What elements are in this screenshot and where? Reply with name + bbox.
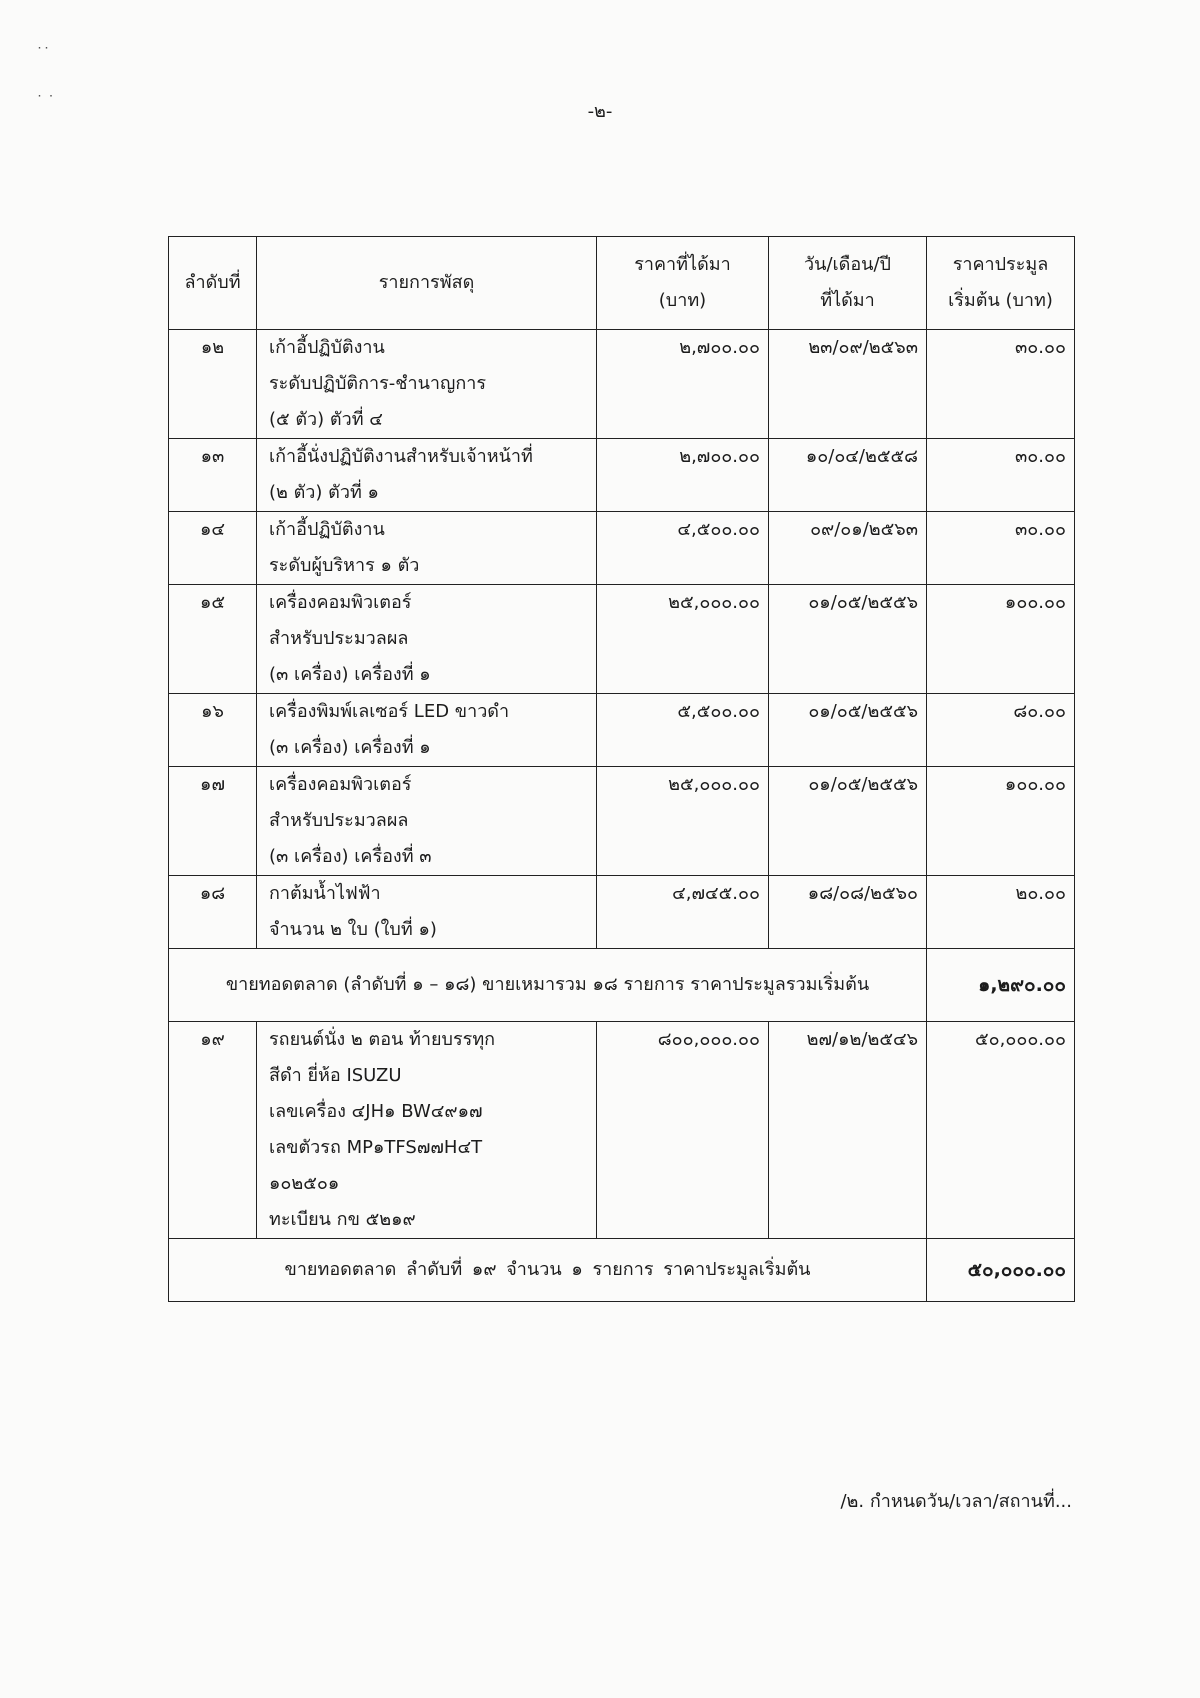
header-start-price bbox=[927, 237, 1075, 330]
row-price: ๒๕,๐๐๐.๐๐ bbox=[597, 585, 769, 694]
table-row bbox=[169, 876, 1075, 949]
item-line: เก้าอี้นั่งปฏิบัติงานสำหรับเจ้าหน้าที่ bbox=[269, 446, 533, 467]
item-line: (๒ ตัว) ตัวที่ ๑ bbox=[269, 482, 379, 503]
table-row bbox=[169, 512, 1075, 585]
header-date-line: วัน/เดือน/ปี bbox=[804, 254, 891, 275]
item-line: (๓ เครื่อง) เครื่องที่ ๑ bbox=[269, 664, 431, 685]
header-no: ลำดับที่ bbox=[169, 237, 257, 330]
header-price bbox=[597, 237, 769, 330]
item-line: ระดับผู้บริหาร ๑ ตัว bbox=[269, 555, 420, 576]
table-row bbox=[169, 330, 1075, 439]
row-start-price: ๘๐.๐๐ bbox=[927, 694, 1075, 767]
row-date: ๐๑/๐๕/๒๕๕๖ bbox=[769, 585, 927, 694]
item-line: กาต้มน้ำไฟฟ้า bbox=[269, 883, 381, 904]
row-price: ๒,๗๐๐.๐๐ bbox=[597, 330, 769, 439]
row-number: ๑๖ bbox=[169, 694, 257, 767]
header-item: รายการพัสดุ bbox=[257, 237, 597, 330]
item-line: เครื่องพิมพ์เลเซอร์ LED ขาวดำ bbox=[269, 701, 510, 722]
summary-row-2 bbox=[169, 1239, 1075, 1302]
summary-label: ขายทอดตลาด (ลำดับที่ ๑ – ๑๘) ขายเหมารวม ๑๘ รายการ ราคาประมูลรวมเริ่มต้น bbox=[169, 949, 927, 1022]
row-item bbox=[257, 585, 597, 694]
header-date-line: ที่ได้มา bbox=[820, 290, 875, 311]
row-date: ๐๙/๐๑/๒๕๖๓ bbox=[769, 512, 927, 585]
item-line: สำหรับประมวลผล bbox=[269, 810, 409, 831]
summary-value: ๑,๒๙๐.๐๐ bbox=[927, 949, 1075, 1022]
table-row bbox=[169, 439, 1075, 512]
row-price: ๒๕,๐๐๐.๐๐ bbox=[597, 767, 769, 876]
item-line: เก้าอี้ปฏิบัติงาน bbox=[269, 519, 385, 540]
row-start-price: ๓๐.๐๐ bbox=[927, 439, 1075, 512]
row-price: ๔,๕๐๐.๐๐ bbox=[597, 512, 769, 585]
item-line: ทะเบียน กข ๕๒๑๙ bbox=[269, 1209, 416, 1230]
row-date: ๐๑/๐๕/๒๕๕๖ bbox=[769, 767, 927, 876]
table-row bbox=[169, 585, 1075, 694]
items-table bbox=[168, 236, 1075, 1302]
continuation-note: /๒. กำหนดวัน/เวลา/สถานที่... bbox=[840, 1491, 1072, 1512]
row-number: ๑๙ bbox=[169, 1022, 257, 1239]
table-row bbox=[169, 767, 1075, 876]
row-number: ๑๗ bbox=[169, 767, 257, 876]
row-date: ๒๗/๑๒/๒๕๔๖ bbox=[769, 1022, 927, 1239]
table-body bbox=[169, 330, 1075, 1302]
row-number: ๑๒ bbox=[169, 330, 257, 439]
row-date: ๑๘/๐๘/๒๕๖๐ bbox=[769, 876, 927, 949]
header-price-line: (บาท) bbox=[658, 290, 707, 311]
row-item bbox=[257, 330, 597, 439]
item-line: เลขตัวรถ MP๑TFS๗๗H๔T bbox=[269, 1137, 483, 1158]
row-price: ๕,๕๐๐.๐๐ bbox=[597, 694, 769, 767]
row-start-price: ๕๐,๐๐๐.๐๐ bbox=[927, 1022, 1075, 1239]
row-date: ๑๐/๐๔/๒๕๕๘ bbox=[769, 439, 927, 512]
row-number: ๑๕ bbox=[169, 585, 257, 694]
item-line: เครื่องคอมพิวเตอร์ bbox=[269, 592, 412, 613]
row-price: ๒,๗๐๐.๐๐ bbox=[597, 439, 769, 512]
table-header-row bbox=[169, 237, 1075, 330]
row-date: ๐๑/๐๕/๒๕๕๖ bbox=[769, 694, 927, 767]
row-price: ๔,๗๔๕.๐๐ bbox=[597, 876, 769, 949]
row-item bbox=[257, 694, 597, 767]
row-item bbox=[257, 512, 597, 585]
item-line: สีดำ ยี่ห้อ ISUZU bbox=[269, 1065, 402, 1086]
header-price-line: ราคาที่ได้มา bbox=[634, 254, 731, 275]
item-line: เก้าอี้ปฏิบัติงาน bbox=[269, 337, 385, 358]
summary-label: ขายทอดตลาด ลำดับที่ ๑๙ จำนวน ๑ รายการ ราคาประมูลเริ่มต้น bbox=[169, 1239, 927, 1302]
row-start-price: ๑๐๐.๐๐ bbox=[927, 585, 1075, 694]
row-number: ๑๓ bbox=[169, 439, 257, 512]
row-number: ๑๘ bbox=[169, 876, 257, 949]
page-number: -๒- bbox=[587, 101, 613, 122]
row-item bbox=[257, 876, 597, 949]
item-line: (๓ เครื่อง) เครื่องที่ ๑ bbox=[269, 737, 431, 758]
row-start-price: ๓๐.๐๐ bbox=[927, 512, 1075, 585]
scan-specks: ˙˙ ˙ ˙ bbox=[36, 46, 55, 110]
row-item bbox=[257, 1022, 597, 1239]
item-line: เครื่องคอมพิวเตอร์ bbox=[269, 774, 412, 795]
item-line: (๓ เครื่อง) เครื่องที่ ๓ bbox=[269, 846, 432, 867]
item-line: เลขเครื่อง ๔JH๑ BW๔๙๑๗ bbox=[269, 1101, 483, 1122]
row-item bbox=[257, 767, 597, 876]
row-date: ๒๓/๐๙/๒๕๖๓ bbox=[769, 330, 927, 439]
header-start-line: ราคาประมูล bbox=[952, 254, 1049, 275]
row-start-price: ๑๐๐.๐๐ bbox=[927, 767, 1075, 876]
item-line: (๕ ตัว) ตัวที่ ๔ bbox=[269, 409, 383, 430]
table-row bbox=[169, 694, 1075, 767]
header-start-line: เริ่มต้น (บาท) bbox=[948, 290, 1053, 311]
row-item bbox=[257, 439, 597, 512]
item-line: สำหรับประมวลผล bbox=[269, 628, 409, 649]
row-price: ๘๐๐,๐๐๐.๐๐ bbox=[597, 1022, 769, 1239]
summary-value: ๕๐,๐๐๐.๐๐ bbox=[927, 1239, 1075, 1302]
row-start-price: ๓๐.๐๐ bbox=[927, 330, 1075, 439]
item-line: รถยนต์นั่ง ๒ ตอน ท้ายบรรทุก bbox=[269, 1029, 496, 1050]
row-start-price: ๒๐.๐๐ bbox=[927, 876, 1075, 949]
summary-row-1 bbox=[169, 949, 1075, 1022]
header-date bbox=[769, 237, 927, 330]
item-line: ระดับปฏิบัติการ-ชำนาญการ bbox=[269, 373, 486, 394]
item-line: ๑๐๒๕๐๑ bbox=[269, 1173, 340, 1194]
table-row bbox=[169, 1022, 1075, 1239]
row-number: ๑๔ bbox=[169, 512, 257, 585]
item-line: จำนวน ๒ ใบ (ใบที่ ๑) bbox=[269, 919, 437, 940]
